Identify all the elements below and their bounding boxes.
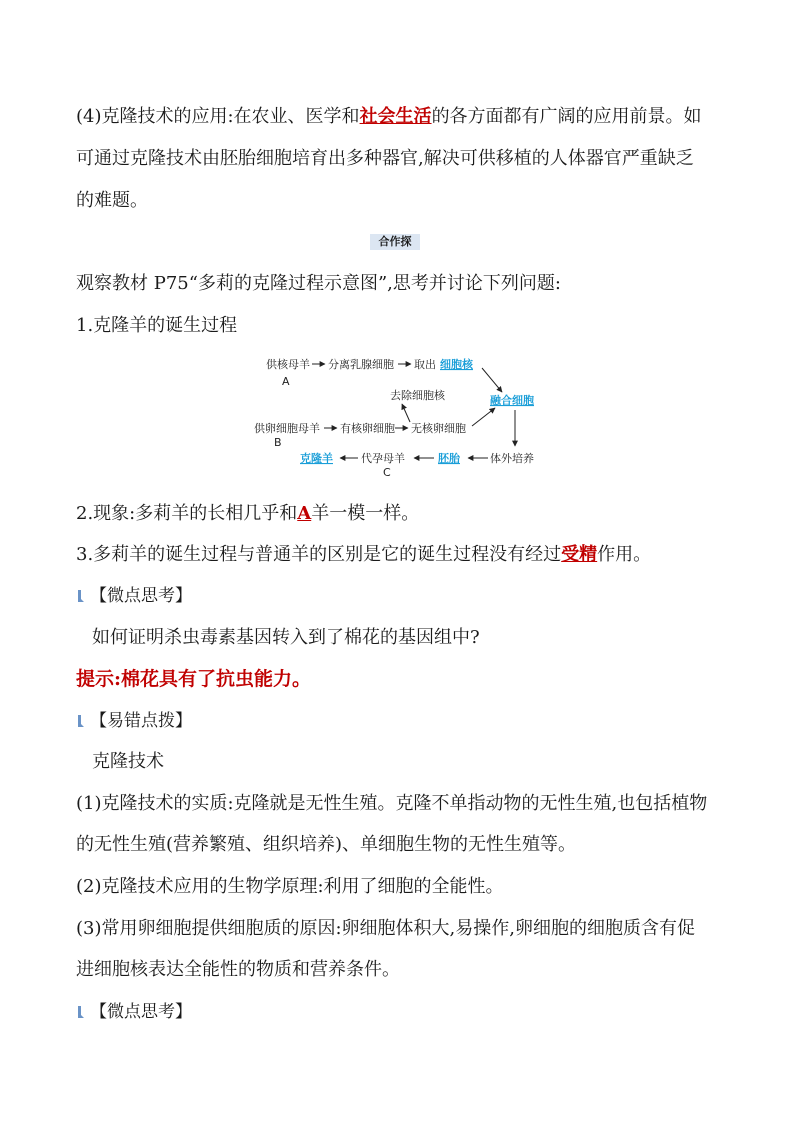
node-separate-mammary: 分离乳腺细胞 [328, 358, 394, 371]
node-nucleus-answer: 细胞核 [440, 358, 473, 371]
question2-text-a: 2.现象:多莉羊的长相几乎和 [76, 503, 298, 524]
point1-line1: (1)克隆技术的实质:克隆就是无性生殖。克隆不单指动物的无性生殖,也包括植物 [76, 793, 708, 814]
arrow-to-remove [402, 404, 410, 422]
node-egg-donor: 供卵细胞母羊 [254, 422, 320, 435]
micro-thinking-tag-1 [76, 585, 192, 607]
pencil-icon [76, 713, 88, 729]
question3 [76, 544, 651, 566]
question2-text-b: 羊一模一样。 [311, 503, 420, 524]
point3-line1: (3)常用卵细胞提供细胞质的原因:卵细胞体积大,易操作,卵细胞的细胞质含有促 [76, 918, 696, 939]
cloning-process-diagram [250, 350, 550, 480]
label-a: A [282, 375, 290, 388]
node-embryo-answer: 胚胎 [438, 452, 460, 465]
error-prone-tag [76, 710, 192, 732]
tag1-label: 【微点思考】 [90, 586, 192, 606]
node-remove-nucleus: 去除细胞核 [390, 389, 445, 402]
point1-line2: 的无性生殖(营养繁殖、组织培养)、单细胞生物的无性生殖等。 [76, 834, 577, 855]
question1-title: 1.克隆羊的诞生过程 [76, 315, 238, 336]
para4-line3: 的难题。 [76, 190, 148, 211]
arrow-to-fusion-1 [482, 368, 502, 392]
arrow-to-fusion-2 [472, 408, 495, 426]
node-surrogate: 代孕母羊 [361, 452, 405, 465]
node-in-vitro-culture: 体外培养 [490, 452, 534, 465]
para4-line1 [76, 106, 702, 128]
node-nucleated-egg: 有核卵细胞 [340, 422, 395, 435]
hint-answer: 提示:棉花具有了抗虫能力。 [76, 668, 312, 690]
pencil-icon [76, 588, 88, 604]
tag3-label: 【微点思考】 [90, 1002, 192, 1022]
question3-text-b: 作用。 [597, 544, 652, 565]
node-take-out: 取出 [414, 358, 436, 371]
section-badge: 合作探 [370, 234, 420, 250]
node-nucleus-donor: 供核母羊 [266, 358, 310, 371]
point3-line2: 进细胞核表达全能性的物质和营养条件。 [76, 959, 400, 980]
question2 [76, 503, 419, 525]
node-fusion-answer: 融合细胞 [490, 394, 534, 407]
node-clone-sheep-answer: 克隆羊 [300, 452, 333, 465]
pencil-icon [76, 1004, 88, 1020]
answer-a-sheep: A [297, 503, 312, 524]
answer-social-life: 社会生活 [359, 106, 432, 127]
answer-fertilization: 受精 [561, 544, 598, 565]
para4-line2: 可通过克隆技术由胚胎细胞培育出多种器官,解决可供移植的人体器官严重缺乏 [76, 148, 694, 169]
intro-text: 观察教材 P75“多莉的克隆过程示意图”,思考并讨论下列问题: [76, 273, 561, 294]
tag2-label: 【易错点拨】 [90, 711, 192, 731]
question3-text-a: 3.多莉羊的诞生过程与普通羊的区别是它的诞生过程没有经过 [76, 544, 562, 565]
micro-thinking-tag-2 [76, 1001, 192, 1023]
clone-tech-title: 克隆技术 [92, 751, 164, 772]
point2: (2)克隆技术应用的生物学原理:利用了细胞的全能性。 [76, 876, 504, 897]
label-c: C [383, 466, 391, 479]
para4-line1-a: (4)克隆技术的应用:在农业、医学和 [76, 106, 360, 127]
para4-line1-b: 的各方面都有广阔的应用前景。如 [431, 106, 702, 127]
thinking-question: 如何证明杀虫毒素基因转入到了棉花的基因组中? [92, 627, 480, 648]
label-b: B [274, 436, 282, 449]
node-enucleated-egg: 无核卵细胞 [411, 422, 466, 435]
